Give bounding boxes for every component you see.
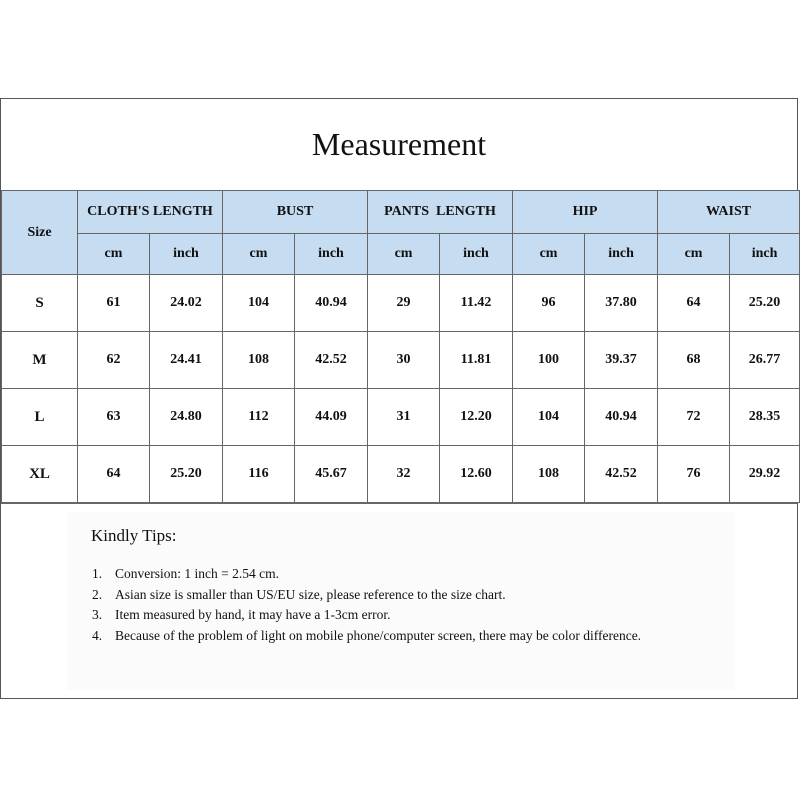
size-cell: L <box>2 389 78 446</box>
table-cell: 31 <box>368 389 440 446</box>
table-cell: 26.77 <box>730 332 800 389</box>
group-header-bust: BUST <box>223 191 368 234</box>
table-cell: 11.42 <box>440 275 513 332</box>
group-header-cloths-length: CLOTH'S LENGTH <box>78 191 223 234</box>
table-cell: 24.41 <box>150 332 223 389</box>
table-cell: 76 <box>658 446 730 503</box>
list-item-number: 3. <box>92 607 103 622</box>
unit-header-cm: cm <box>368 234 440 275</box>
list-item <box>92 564 655 585</box>
size-header: Size <box>2 191 78 275</box>
table-cell: 24.02 <box>150 275 223 332</box>
table-cell: 40.94 <box>295 275 368 332</box>
unit-header-cm: cm <box>513 234 585 275</box>
size-cell: S <box>2 275 78 332</box>
table-cell: 45.67 <box>295 446 368 503</box>
table-cell: 25.20 <box>730 275 800 332</box>
table-cell: 28.35 <box>730 389 800 446</box>
table-cell: 108 <box>513 446 585 503</box>
page-title: Measurement <box>311 126 487 162</box>
tips-list <box>92 564 655 646</box>
table-cell: 104 <box>513 389 585 446</box>
size-chart-card <box>0 98 798 699</box>
table-cell: 30 <box>368 332 440 389</box>
list-item-text: Asian size is smaller than US/EU size, please reference to the size chart. <box>115 586 506 602</box>
table-cell: 11.81 <box>440 332 513 389</box>
tips-section <box>1 503 797 699</box>
table-cell: 42.52 <box>295 332 368 389</box>
table-row <box>2 332 800 389</box>
table-cell: 40.94 <box>585 389 658 446</box>
list-item-text: Conversion: 1 inch = 2.54 cm. <box>115 566 279 581</box>
group-header-row <box>2 191 800 234</box>
table-cell: 61 <box>78 275 150 332</box>
table-cell: 72 <box>658 389 730 446</box>
unit-header-inch: inch <box>730 234 800 275</box>
tips-box <box>67 512 735 690</box>
group-header-hip: HIP <box>513 191 658 234</box>
table-cell: 37.80 <box>585 275 658 332</box>
list-item <box>92 626 655 647</box>
unit-header-inch: inch <box>585 234 658 275</box>
unit-header-row <box>2 234 800 275</box>
table-cell: 29.92 <box>730 446 800 503</box>
table-cell: 116 <box>223 446 295 503</box>
list-item-number: 4. <box>92 627 103 643</box>
unit-header-inch: inch <box>150 234 223 275</box>
unit-header-inch: inch <box>440 234 513 275</box>
table-cell: 24.80 <box>150 389 223 446</box>
group-header-waist: WAIST <box>658 191 800 234</box>
unit-header-cm: cm <box>223 234 295 275</box>
table-cell: 39.37 <box>585 332 658 389</box>
tips-heading: Kindly Tips: <box>91 526 177 545</box>
table-cell: 96 <box>513 275 585 332</box>
table-cell: 104 <box>223 275 295 332</box>
table-row <box>2 275 800 332</box>
table-cell: 42.52 <box>585 446 658 503</box>
table-cell: 64 <box>78 446 150 503</box>
unit-header-cm: cm <box>78 234 150 275</box>
table-row <box>2 389 800 446</box>
table-cell: 12.20 <box>440 389 513 446</box>
table-cell: 108 <box>223 332 295 389</box>
table-cell: 25.20 <box>150 446 223 503</box>
list-item <box>92 585 655 606</box>
list-item-number: 2. <box>92 586 103 602</box>
unit-header-inch: inch <box>295 234 368 275</box>
list-item-text: Because of the problem of light on mobile phone/computer screen, there may be color difference. <box>115 627 642 643</box>
size-cell: XL <box>2 446 78 503</box>
table-cell: 112 <box>223 389 295 446</box>
list-item-number: 1. <box>92 566 103 581</box>
table-row <box>2 446 800 503</box>
size-table <box>1 190 800 503</box>
table-cell: 64 <box>658 275 730 332</box>
table-cell: 62 <box>78 332 150 389</box>
table-cell: 44.09 <box>295 389 368 446</box>
list-item <box>92 605 655 626</box>
list-item-text: Item measured by hand, it may have a 1-3cm error. <box>115 607 391 622</box>
table-cell: 12.60 <box>440 446 513 503</box>
table-cell: 32 <box>368 446 440 503</box>
table-cell: 68 <box>658 332 730 389</box>
table-cell: 29 <box>368 275 440 332</box>
table-cell: 63 <box>78 389 150 446</box>
table-cell: 100 <box>513 332 585 389</box>
unit-header-cm: cm <box>658 234 730 275</box>
size-cell: M <box>2 332 78 389</box>
group-header-pants-length: PANTS LENGTH <box>368 191 513 234</box>
